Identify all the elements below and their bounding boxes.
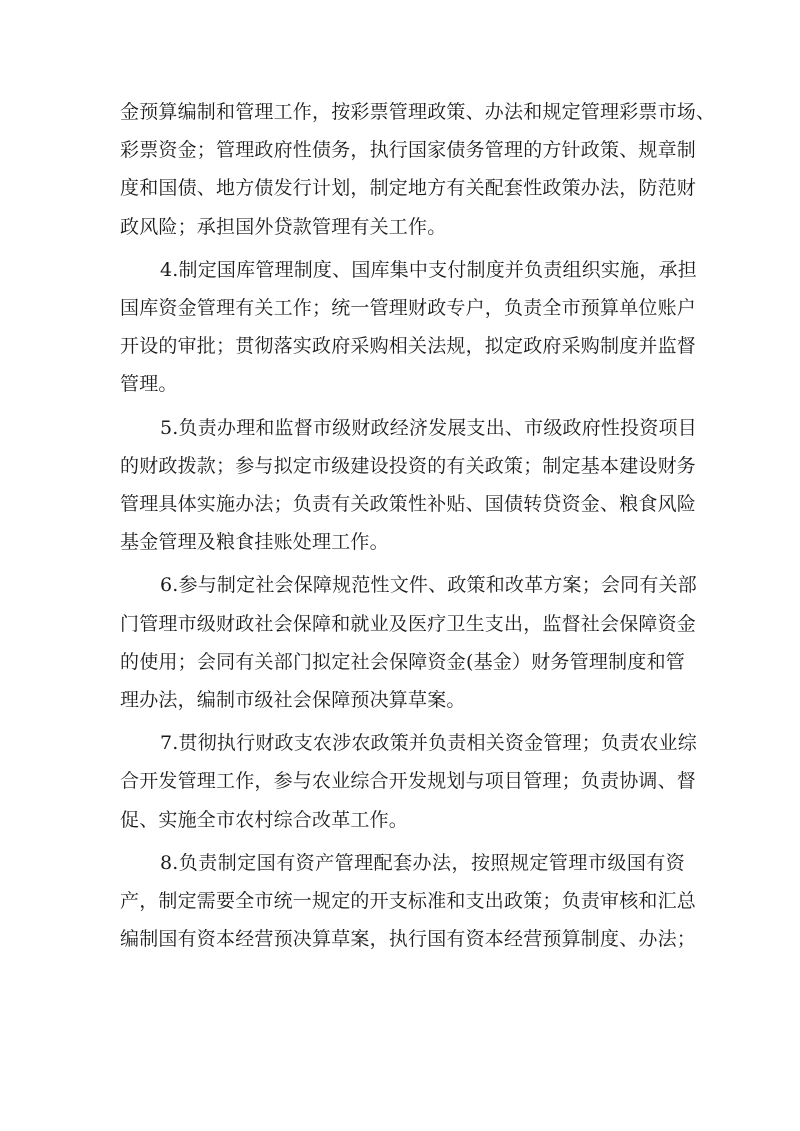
text-line: 5.负责办理和监督市级财政经济发展支出、市级政府性投资项目 — [160, 416, 697, 439]
text-line: 管理。 — [120, 373, 178, 396]
text-line: 管理具体实施办法；负责有关政策性补贴、国债转贷资金、粮食风险 — [120, 493, 697, 516]
text-line: 门管理市级财政社会保障和就业及医疗卫生支出，监督社会保障资金 — [120, 612, 697, 635]
paragraph-item-8 — [120, 844, 697, 959]
text-line: 6.参与制定社会保障规范性文件、政策和改革方案；会同有关部 — [160, 574, 697, 597]
text-line: 的使用；会同有关部门拟定社会保障资金(基金）财务管理制度和管 — [120, 650, 685, 673]
paragraph-item-7 — [120, 724, 697, 839]
text-line: 国库资金管理有关工作；统一管理财政专户，负责全市预算单位账户 — [120, 297, 697, 320]
text-line: 理办法，编制市级社会保障预决算草案。 — [120, 689, 466, 712]
text-line: 金预算编制和管理工作，按彩票管理政策、办法和规定管理彩票市场、 — [120, 101, 716, 123]
text-line: 基金管理及粮食挂账处理工作。 — [120, 531, 389, 554]
text-line: 合开发管理工作，参与农业综合开发规划与项目管理；负责协调、督 — [120, 770, 697, 793]
text-line: 彩票资金；管理政府性债务，执行国家债务管理的方针政策、规章制 — [120, 139, 697, 162]
text-line: 促、实施全市农村综合改革工作。 — [120, 808, 409, 831]
text-line: 编制国有资本经营预决算草案，执行国有资本经营预算制度、办法； — [120, 928, 697, 951]
text-line: 产，制定需要全市统一规定的开支标准和支出政策；负责审核和汇总 — [120, 890, 697, 913]
text-line: 度和国债、地方债发行计划，制定地方有关配套性政策办法，防范财 — [120, 177, 697, 200]
paragraph-item-6 — [120, 566, 697, 719]
text-line: 的财政拨款；参与拟定市级建设投资的有关政策；制定基本建设财务 — [120, 454, 697, 477]
document-body — [120, 93, 716, 963]
text-line: 开设的审批；贯彻落实政府采购相关法规，拟定政府采购制度并监督 — [120, 335, 697, 358]
text-line: 政风险；承担国外贷款管理有关工作。 — [120, 215, 447, 238]
text-line: 4.制定国库管理制度、国库集中支付制度并负责组织实施，承担 — [160, 258, 697, 281]
text-line: 8.负责制定国有资产管理配套办法，按照规定管理市级国有资 — [160, 851, 685, 874]
paragraph-continuation — [120, 93, 716, 246]
text-line: 7.贯彻执行财政支农涉农政策并负责相关资金管理；负责农业综 — [160, 732, 697, 755]
paragraph-item-5 — [120, 409, 697, 562]
paragraph-item-4 — [120, 251, 697, 404]
